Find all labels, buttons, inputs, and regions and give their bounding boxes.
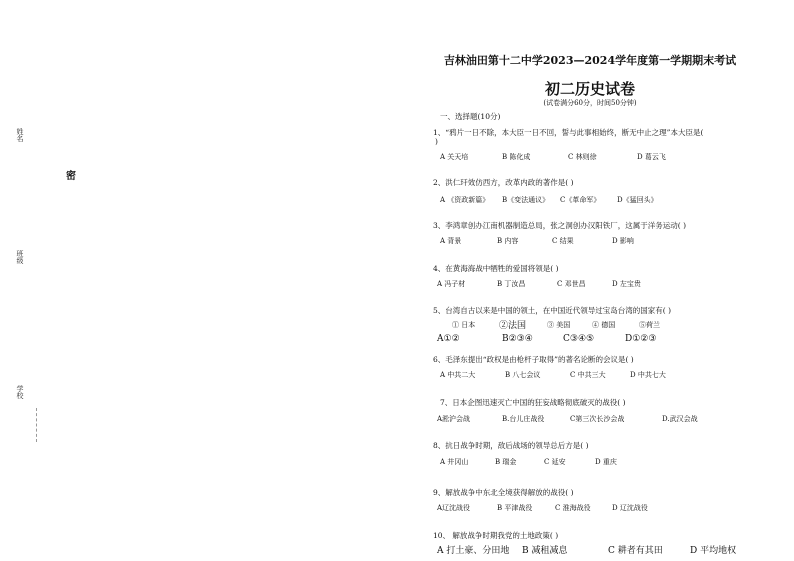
option-b: B 减租减息 <box>522 546 568 556</box>
option-c: C 邓世昌 <box>557 280 586 288</box>
option-b: B 内容 <box>497 237 519 245</box>
option-d: D 葛云飞 <box>637 153 666 161</box>
option-d: D 辽沈战役 <box>612 504 648 512</box>
question-stem: 1、“鸦片一日不除，本大臣一日不回，誓与此事相始终，断无中止之理”本大臣是( <box>433 128 704 137</box>
option-c: C 耕者有其田 <box>608 546 663 556</box>
option-a: A①② <box>437 334 460 344</box>
exam-note: (试卷满分60分，时间50分钟) <box>543 99 637 107</box>
item: ③ 美国 <box>547 321 571 329</box>
option-d: D 影响 <box>612 237 634 245</box>
option-b: B 平津战役 <box>497 504 533 512</box>
question-stem: 2、洪仁玕效仿西方，改革内政的著作是( ) <box>433 178 574 187</box>
question-stem: 7、日本企图迅速灭亡中国的狂妄战略彻底破灭的战役( ) <box>440 398 626 407</box>
option-c: C 淮海战役 <box>555 504 591 512</box>
question-stem: 10、 解放战争时期我党的土地政策( ) <box>433 531 559 540</box>
option-b: B《变法通议》 <box>502 196 550 204</box>
option-a: A 冯子材 <box>437 280 466 288</box>
option-a: A 井冈山 <box>440 458 469 466</box>
option-a: A淞沪会战 <box>437 415 471 423</box>
exam-title: 吉林油田第十二中学2023—2024学年度第一学期期末考试 <box>443 54 737 67</box>
option-b: B 丁汝昌 <box>497 280 526 288</box>
binding-name-label: 姓名 <box>16 128 24 142</box>
option-a: A 《资政新篇》 <box>440 196 490 204</box>
item: ②法国 <box>499 321 527 331</box>
item: ⑤荷兰 <box>639 321 660 329</box>
option-b: B②③④ <box>502 334 533 344</box>
option-a: A 背景 <box>440 237 462 245</box>
option-c: C 结果 <box>552 237 574 245</box>
option-b: B 瑞金 <box>495 458 517 466</box>
binding-school-label: 学校 <box>16 385 24 399</box>
option-d: D 左宝贵 <box>612 280 641 288</box>
option-c: C《革命军》 <box>560 196 601 204</box>
question-stem-cont: ) <box>435 137 438 146</box>
option-a: A 打土豪、分田地 <box>437 546 510 556</box>
option-c: C第三次长沙会战 <box>570 415 625 423</box>
question-stem: 4、在黄海海战中牺牲的爱国将领是( ) <box>433 264 559 273</box>
option-a: A辽沈战役 <box>437 504 471 512</box>
binding-line <box>36 408 37 442</box>
section-heading: 一、选择题(10分) <box>440 112 501 121</box>
option-c: C 延安 <box>544 458 566 466</box>
binding-class-label: 班级 <box>16 250 24 264</box>
option-d: D①②③ <box>625 334 657 344</box>
question-stem: 3、李鸿章创办江南机器制造总局，张之洞创办汉阳铁厂，这属于洋务运动( ) <box>433 221 687 230</box>
option-d: D《猛回头》 <box>617 196 658 204</box>
option-d: D 平均地权 <box>690 546 737 556</box>
option-b: B 八七会议 <box>505 371 541 379</box>
option-b: B.台儿庄战役 <box>502 415 545 423</box>
option-a: A 关天培 <box>440 153 469 161</box>
option-d: D 中共七大 <box>630 371 666 379</box>
option-d: D.武汉会战 <box>662 415 698 423</box>
seal-mark: 密 <box>66 171 76 182</box>
exam-subject: 初二历史试卷 <box>544 80 635 98</box>
question-stem: 6、毛泽东提出“政权是由枪杆子取得”的著名论断的会议是( ) <box>433 355 634 364</box>
question-stem: 5、台湾自古以来是中国的领土，在中国近代领导过宝岛台湾的国家有( ) <box>433 306 672 315</box>
option-d: D 重庆 <box>595 458 617 466</box>
option-b: B 陈化成 <box>502 153 531 161</box>
option-a: A 中共二大 <box>440 371 476 379</box>
option-c: C③④⑤ <box>563 334 595 344</box>
item: ① 日本 <box>452 321 476 329</box>
question-stem: 9、解放战争中东北全境获得解放的战役( ) <box>433 488 574 497</box>
item: ④ 德国 <box>592 321 616 329</box>
question-stem: 8、抗日战争时期，敌后战场的领导总后方是( ) <box>433 441 589 450</box>
option-c: C 林则徐 <box>568 153 597 161</box>
option-c: C 中共三大 <box>570 371 606 379</box>
